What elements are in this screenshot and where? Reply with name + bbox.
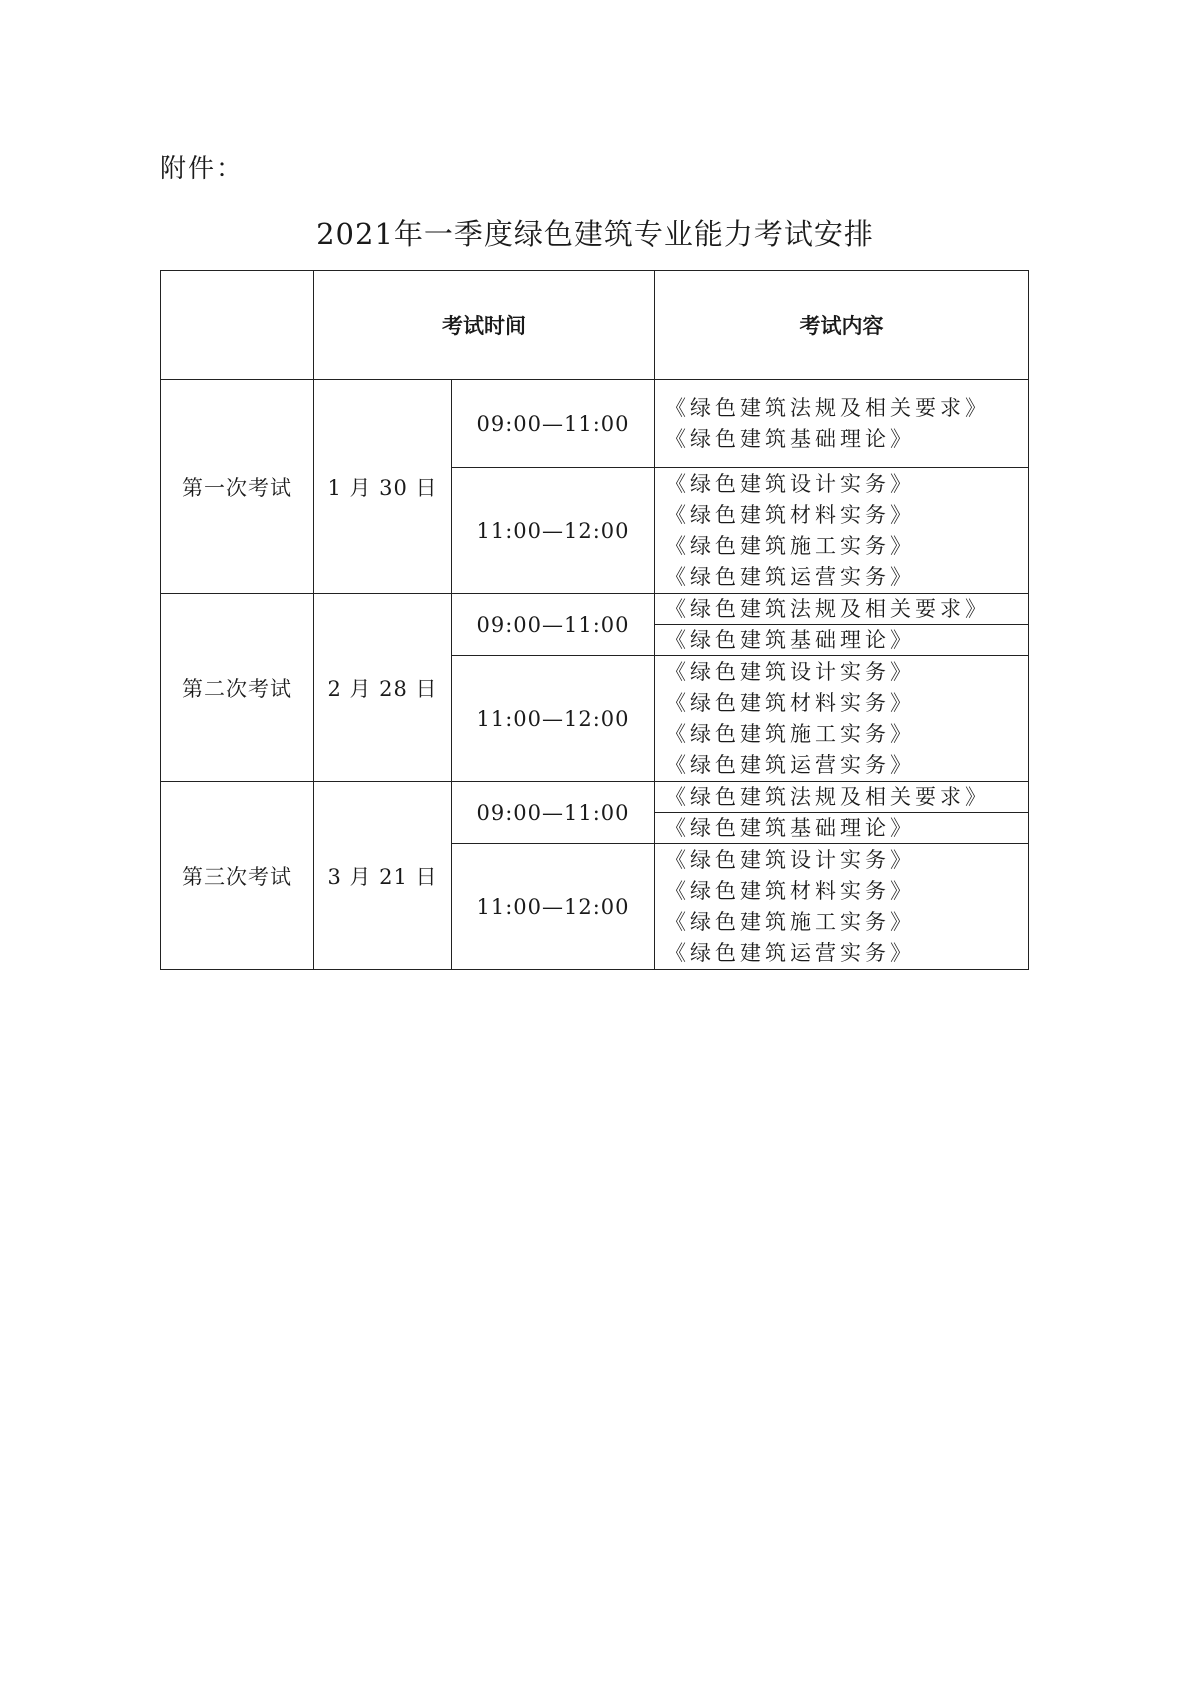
subject-item: 《绿色建筑材料实务》 [665, 502, 915, 527]
round-name: 第二次考试 [161, 594, 314, 782]
subject-item: 《绿色建筑施工实务》 [665, 721, 915, 746]
subject-item: 《绿色建筑运营实务》 [665, 752, 915, 777]
table-row [161, 380, 1029, 468]
exam-schedule-table [160, 270, 1029, 970]
subject-item: 《绿色建筑材料实务》 [665, 690, 915, 715]
subject-item: 《绿色建筑法规及相关要求》 [665, 395, 990, 420]
subject-item: 《绿色建筑法规及相关要求》 [655, 594, 1029, 625]
round-name: 第一次考试 [161, 380, 314, 594]
subject-item: 《绿色建筑施工实务》 [665, 533, 915, 558]
round-date: 3 月 21 日 [314, 782, 452, 970]
session-time: 09:00—11:00 [452, 594, 655, 656]
session-time: 11:00—12:00 [452, 844, 655, 970]
subject-item: 《绿色建筑法规及相关要求》 [655, 782, 1029, 813]
attachment-label: 附件： [160, 154, 245, 184]
session-subjects [655, 656, 1029, 782]
subject-item: 《绿色建筑设计实务》 [665, 847, 915, 872]
session-subjects [655, 380, 1029, 468]
document-title: 2021年一季度绿色建筑专业能力考试安排 [316, 217, 874, 251]
session-time: 11:00—12:00 [452, 468, 655, 594]
subject-item: 《绿色建筑材料实务》 [665, 878, 915, 903]
subject-item: 《绿色建筑运营实务》 [665, 564, 915, 589]
subject-item: 《绿色建筑基础理论》 [665, 426, 915, 451]
subject-item: 《绿色建筑基础理论》 [655, 625, 1029, 656]
table-row [161, 782, 1029, 813]
table-row [161, 594, 1029, 625]
header-time: 考试时间 [314, 271, 655, 380]
subject-item: 《绿色建筑设计实务》 [665, 471, 915, 496]
subject-item: 《绿色建筑基础理论》 [655, 813, 1029, 844]
subject-item: 《绿色建筑设计实务》 [665, 659, 915, 684]
header-blank-cell [161, 271, 314, 380]
session-time: 09:00—11:00 [452, 782, 655, 844]
subject-item: 《绿色建筑运营实务》 [665, 940, 915, 965]
round-name: 第三次考试 [161, 782, 314, 970]
session-time: 09:00—11:00 [452, 380, 655, 468]
table-header-row [161, 271, 1029, 380]
subject-item: 《绿色建筑施工实务》 [665, 909, 915, 934]
round-date: 1 月 30 日 [314, 380, 452, 594]
session-subjects [655, 844, 1029, 970]
session-subjects [655, 468, 1029, 594]
round-date: 2 月 28 日 [314, 594, 452, 782]
header-content: 考试内容 [655, 271, 1029, 380]
session-time: 11:00—12:00 [452, 656, 655, 782]
